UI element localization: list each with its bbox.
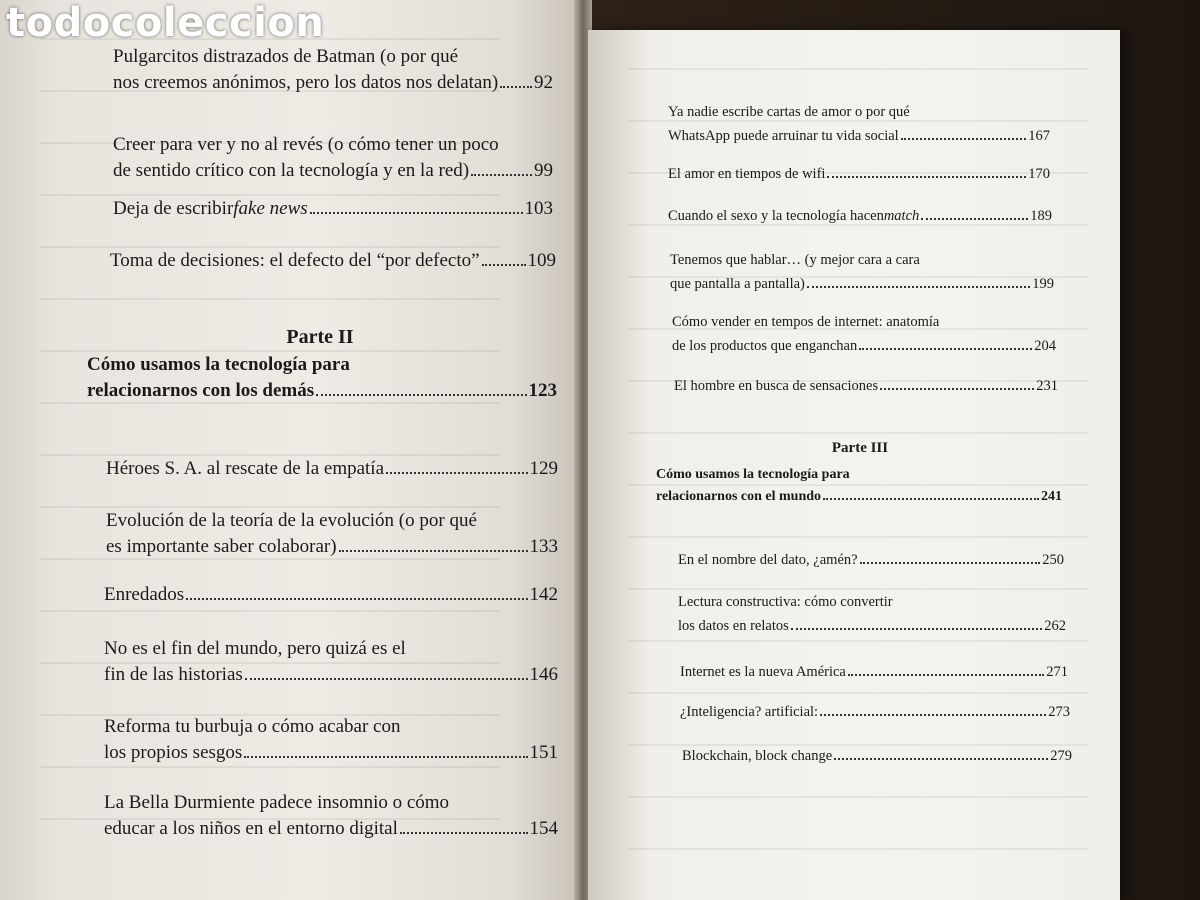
part-title-line: Cómo usamos la tecnología para bbox=[87, 354, 350, 375]
toc-entry bbox=[104, 636, 558, 688]
toc-entry-line: nos creemos anónimos, pero los datos nos delatan) bbox=[113, 72, 499, 93]
leader-dots bbox=[316, 394, 526, 396]
toc-entry-line: fin de las historias bbox=[104, 664, 243, 685]
toc-entry-line: Ya nadie escribe cartas de amor o por qué bbox=[668, 104, 910, 120]
page-number: 151 bbox=[529, 742, 558, 763]
toc-entry bbox=[104, 790, 558, 842]
leader-dots bbox=[310, 212, 523, 214]
leader-dots bbox=[186, 598, 527, 600]
leader-dots bbox=[834, 758, 1048, 760]
toc-entry-line: de los productos que enganchan bbox=[672, 338, 858, 354]
page-number: 142 bbox=[529, 584, 558, 605]
toc-entry bbox=[674, 374, 1058, 398]
toc-entry bbox=[110, 248, 556, 274]
toc-entry bbox=[678, 548, 1064, 572]
toc-entry-italic: match bbox=[883, 208, 920, 224]
leader-dots bbox=[386, 472, 527, 474]
toc-entry bbox=[678, 590, 1066, 638]
toc-entry-line: Internet es la nueva América bbox=[680, 664, 846, 680]
toc-entry-line: Reforma tu burbuja o cómo acabar con bbox=[104, 716, 401, 737]
leader-dots bbox=[921, 218, 1028, 220]
toc-entry-line: Blockchain, block change bbox=[682, 748, 833, 764]
leader-dots bbox=[859, 348, 1032, 350]
leader-dots bbox=[901, 138, 1027, 140]
toc-entry-line: educar a los niños en el entorno digital bbox=[104, 818, 398, 839]
leader-dots bbox=[500, 86, 532, 88]
toc-entry-line: de sentido crítico con la tecnología y en la red) bbox=[113, 160, 470, 181]
page-number: 170 bbox=[1028, 166, 1050, 182]
left-page bbox=[0, 0, 578, 900]
page-number: 262 bbox=[1044, 618, 1066, 634]
leader-dots bbox=[471, 174, 532, 176]
toc-entry bbox=[680, 700, 1070, 724]
leader-dots bbox=[860, 562, 1041, 564]
toc-entry-line: Toma de decisiones: el defecto del “por defecto” bbox=[110, 250, 480, 271]
leader-dots bbox=[791, 628, 1043, 630]
toc-entry bbox=[682, 744, 1072, 768]
toc-entry-line: Creer para ver y no al revés (o cómo tener un poco bbox=[113, 134, 499, 155]
page-number: 103 bbox=[524, 198, 553, 219]
leader-dots bbox=[823, 498, 1039, 500]
toc-entry bbox=[672, 310, 1056, 358]
page-number: 154 bbox=[529, 818, 558, 839]
page-number: 92 bbox=[534, 72, 553, 93]
leader-dots bbox=[245, 678, 528, 680]
page-number: 231 bbox=[1036, 378, 1058, 394]
toc-entry-italic: fake news bbox=[233, 198, 308, 219]
page-number: 123 bbox=[528, 380, 557, 401]
page-number: 241 bbox=[1041, 489, 1062, 504]
page-number: 271 bbox=[1046, 664, 1068, 680]
leader-dots bbox=[482, 264, 526, 266]
page-number: 167 bbox=[1028, 128, 1050, 144]
page-number: 99 bbox=[534, 160, 553, 181]
toc-entry-line: Lectura constructiva: cómo convertir bbox=[678, 594, 893, 610]
toc-entry-line: Cómo vender en tempos de internet: anatomía bbox=[672, 314, 940, 330]
toc-entry-line: El hombre en busca de sensaciones bbox=[674, 378, 879, 394]
toc-entry-line: Cuando el sexo y la tecnología hacen bbox=[668, 208, 884, 224]
toc-entry bbox=[113, 44, 553, 96]
toc-entry-line: ¿Inteligencia? artificial: bbox=[680, 704, 819, 720]
leader-dots bbox=[820, 714, 1046, 716]
part-title-line: relacionarnos con el mundo bbox=[656, 489, 822, 504]
toc-entry-line: No es el fin del mundo, pero quizá es el bbox=[104, 638, 406, 659]
leader-dots bbox=[400, 832, 528, 834]
toc-entry-line: La Bella Durmiente padece insomnio o cómo bbox=[104, 792, 450, 813]
toc-entry bbox=[104, 714, 558, 766]
toc-entry bbox=[106, 456, 558, 482]
leader-dots bbox=[848, 674, 1044, 676]
part-title bbox=[656, 464, 1062, 508]
leader-dots bbox=[827, 176, 1026, 178]
toc-entry-line: El amor en tiempos de wifi bbox=[668, 166, 826, 182]
toc-entry-line: WhatsApp puede arruinar tu vida social bbox=[668, 128, 899, 144]
toc-entry bbox=[668, 100, 1050, 148]
part-title-line: Cómo usamos la tecnología para bbox=[656, 467, 850, 482]
leader-dots bbox=[339, 550, 528, 552]
page-number: 133 bbox=[529, 536, 558, 557]
page-number: 199 bbox=[1032, 276, 1054, 292]
toc-entry-line: los propios sesgos bbox=[104, 742, 243, 763]
page-number: 279 bbox=[1050, 748, 1072, 764]
toc-entry-line: Deja de escribir bbox=[113, 198, 234, 219]
page-number: 204 bbox=[1034, 338, 1056, 354]
toc-entry bbox=[670, 248, 1054, 296]
page-number: 250 bbox=[1042, 552, 1064, 568]
toc-entry bbox=[668, 162, 1050, 186]
toc-entry-line: Enredados bbox=[104, 584, 185, 605]
right-page bbox=[588, 30, 1120, 900]
leader-dots bbox=[880, 388, 1034, 390]
watermark-logo: todocoleccion bbox=[6, 0, 325, 46]
page-number: 129 bbox=[529, 458, 558, 479]
toc-entry-line: los datos en relatos bbox=[678, 618, 789, 634]
part-label: Parte II bbox=[286, 326, 354, 348]
toc-entry-line: es importante saber colaborar) bbox=[106, 536, 337, 557]
toc-entry bbox=[113, 196, 553, 222]
toc-entry bbox=[680, 660, 1068, 684]
toc-entry bbox=[668, 204, 1052, 228]
toc-entry-line: Pulgarcitos distrazados de Batman (o por qué bbox=[113, 46, 459, 67]
toc-entry-line: Héroes S. A. al rescate de la empatía bbox=[106, 458, 385, 479]
toc-entry bbox=[113, 132, 553, 184]
leader-dots bbox=[244, 756, 527, 758]
part-label: Parte III bbox=[831, 440, 889, 456]
part-title bbox=[87, 352, 557, 404]
toc-entry-line: que pantalla a pantalla) bbox=[670, 276, 805, 292]
page-number: 273 bbox=[1048, 704, 1070, 720]
toc-entry bbox=[104, 582, 558, 608]
toc-entry-line: Evolución de la teoría de la evolución (o por qué bbox=[106, 510, 477, 531]
part-title-line: relacionarnos con los demás bbox=[87, 380, 315, 401]
toc-entry-line: En el nombre del dato, ¿amén? bbox=[678, 552, 858, 568]
page-number: 146 bbox=[529, 664, 558, 685]
toc-entry bbox=[106, 508, 558, 560]
leader-dots bbox=[807, 286, 1030, 288]
toc-entry-line: Tenemos que hablar… (y mejor cara a cara bbox=[670, 252, 920, 268]
page-number: 109 bbox=[527, 250, 556, 271]
page-number: 189 bbox=[1030, 208, 1052, 224]
